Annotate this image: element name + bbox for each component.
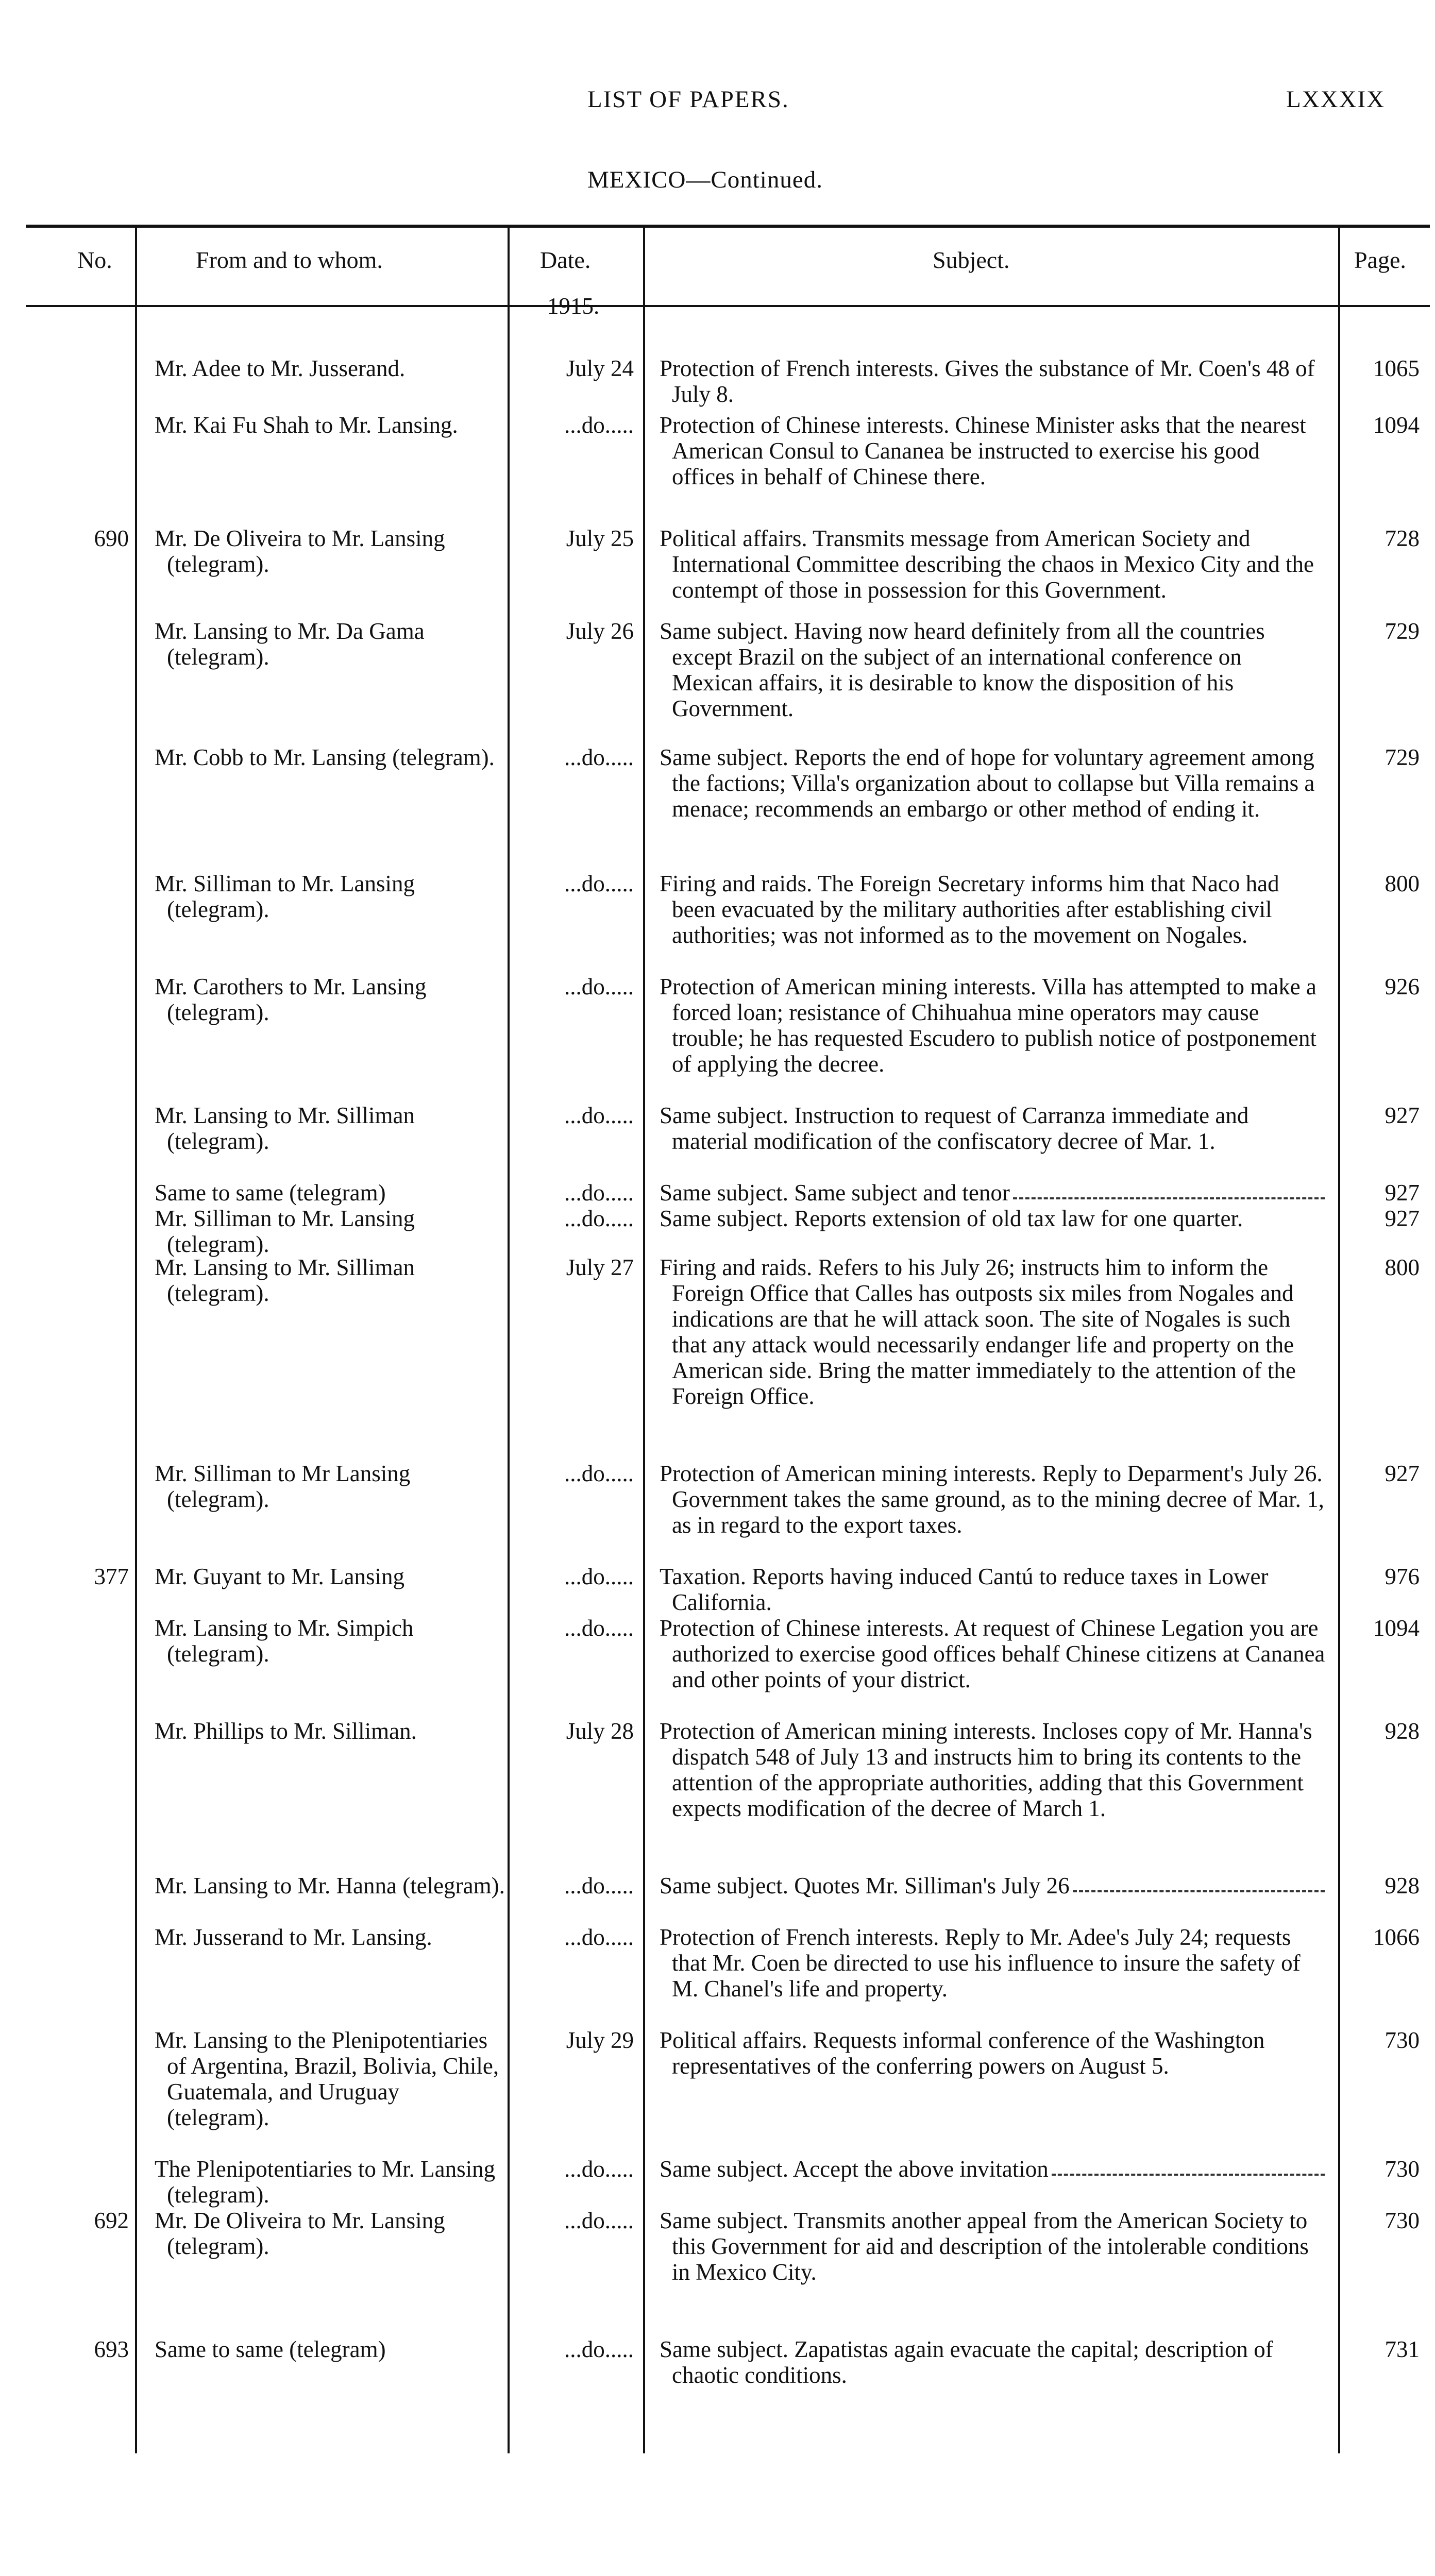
from-to-whom: Mr. Silliman to Mr Lansing (telegram). <box>155 1461 411 1512</box>
from-to-whom: Mr. Jusserand to Mr. Lansing. <box>155 1924 432 1950</box>
page-reference: 729 <box>1385 618 1420 644</box>
page-reference: 730 <box>1385 2156 1420 2182</box>
page-reference: 1094 <box>1373 1615 1420 1641</box>
subject: Protection of French interests. Gives the substance of Mr. Coen's 48 of July 8. <box>660 355 1315 407</box>
page-reference: 800 <box>1385 871 1420 896</box>
paper-date: July 29 <box>566 2027 634 2053</box>
paper-date: ...do..... <box>564 1564 634 1589</box>
table-header-rule <box>26 305 1430 307</box>
subject-text: Same subject. Quotes Mr. Silliman's July 26 <box>660 1873 1070 1899</box>
column-header-from-to: From and to whom. <box>196 247 383 273</box>
paper-number: 692 <box>94 2208 129 2233</box>
subject: Firing and raids. Refers to his July 26; instructs him to inform the Foreign Office that Calles has outposts six miles from Nogales and indications are that he will attack soon. The site of Nogales is such that any attack would necessarily endanger life and property on the American side. Bring the matter immediately to the attention of the Foreign Office. <box>660 1255 1296 1409</box>
paper-number: 690 <box>94 526 129 551</box>
subject: Protection of French interests. Reply to Mr. Adee's July 24; requests that Mr. Coen be directed to use his influence to insure the safety of M. Chanel's life and property. <box>660 1924 1301 2002</box>
from-to-whom: Mr. Guyant to Mr. Lansing <box>155 1564 404 1589</box>
page-reference: 927 <box>1385 1180 1420 1206</box>
subject <box>660 1873 1327 1899</box>
subject: Firing and raids. The Foreign Secretary informs him that Naco had been evacuated by the military authorities after establishing civil authorities; was not informed as to the movement on Nogales. <box>660 871 1279 948</box>
from-to-whom: Mr. Lansing to Mr. Da Gama (telegram). <box>155 618 425 670</box>
page-reference: 729 <box>1385 744 1420 770</box>
paper-number: 693 <box>94 2336 129 2362</box>
subject <box>660 1180 1327 1206</box>
from-to-whom: Mr. Silliman to Mr. Lansing (telegram). <box>155 1206 415 1257</box>
section-heading: MEXICO—Continued. <box>587 166 823 193</box>
from-to-whom: Mr. Phillips to Mr. Silliman. <box>155 1718 417 1744</box>
from-to-whom: Mr. Kai Fu Shah to Mr. Lansing. <box>155 412 458 438</box>
from-to-whom: Mr. Lansing to Mr. Simpich (telegram). <box>155 1615 414 1667</box>
page-reference: 1094 <box>1373 412 1420 438</box>
page-number-roman: LXXXIX <box>1286 86 1386 113</box>
column-divider <box>135 228 137 2453</box>
from-to-whom: Mr. Adee to Mr. Jusserand. <box>155 355 406 381</box>
paper-date: ...do..... <box>564 1206 634 1231</box>
from-to-whom: Mr. Carothers to Mr. Lansing (telegram). <box>155 974 427 1025</box>
dotted-leader <box>1073 1873 1325 1892</box>
paper-date: July 27 <box>566 1255 634 1280</box>
paper-date: July 26 <box>566 618 634 644</box>
page-reference: 928 <box>1385 1873 1420 1899</box>
page-reference: 730 <box>1385 2208 1420 2233</box>
subject: Political affairs. Transmits message from American Society and International Committee describing the chaos in Mexico City and the contempt of those in possession for this Government. <box>660 526 1314 603</box>
subject: Same subject. Reports extension of old tax law for one quarter. <box>660 1206 1243 1231</box>
paper-date: ...do..... <box>564 1180 634 1206</box>
column-divider <box>508 228 510 2453</box>
subject-text: Same subject. Same subject and tenor <box>660 1180 1010 1206</box>
column-header-subject: Subject. <box>933 247 1010 273</box>
paper-number: 377 <box>94 1564 129 1589</box>
from-to-whom: Mr. Cobb to Mr. Lansing (telegram). <box>155 744 495 770</box>
from-to-whom: Same to same (telegram) <box>155 2336 386 2362</box>
page-reference: 728 <box>1385 526 1420 551</box>
subject-text: Same subject. Accept the above invitation <box>660 2156 1049 2182</box>
paper-date: ...do..... <box>564 744 634 770</box>
paper-date: ...do..... <box>564 1615 634 1641</box>
from-to-whom: Same to same (telegram) <box>155 1180 386 1206</box>
subject: Protection of Chinese interests. At request of Chinese Legation you are authorized to exercise good offices behalf Chinese citizens at Cananea and other points of your district. <box>660 1615 1325 1692</box>
from-to-whom: Mr. Lansing to Mr. Silliman (telegram). <box>155 1255 415 1306</box>
page-title: LIST OF PAPERS. <box>587 86 789 113</box>
subject: Protection of American mining interests. Reply to Deparment's July 26. Government takes the same ground, as to the mining decree of Mar. 1, as in regard to the export taxes. <box>660 1461 1324 1538</box>
dotted-leader <box>1013 1180 1325 1199</box>
paper-date: ...do..... <box>564 1103 634 1128</box>
page-reference: 926 <box>1385 974 1420 999</box>
subject: Same subject. Instruction to request of Carranza immediate and material modification of the confiscatory decree of Mar. 1. <box>660 1103 1249 1154</box>
page-reference: 1065 <box>1373 355 1420 381</box>
year-label: 1915. <box>547 293 600 319</box>
paper-date: July 25 <box>566 526 634 551</box>
paper-date: ...do..... <box>564 871 634 896</box>
page-reference: 927 <box>1385 1461 1420 1486</box>
dotted-leader <box>1052 2156 1325 2176</box>
subject: Same subject. Zapatistas again evacuate the capital; description of chaotic conditions. <box>660 2336 1273 2388</box>
column-header-page: Page. <box>1354 247 1406 273</box>
subject: Protection of American mining interests. Incloses copy of Mr. Hanna's dispatch 548 of July 13 and instructs him to bring its contents to the attention of the appropriate authorities, adding that this Government expects modification of the decree of March 1. <box>660 1718 1312 1821</box>
page-reference: 800 <box>1385 1255 1420 1280</box>
paper-date: July 28 <box>566 1718 634 1744</box>
paper-date: ...do..... <box>564 2156 634 2182</box>
paper-date: ...do..... <box>564 412 634 438</box>
column-header-date: Date. <box>540 247 591 273</box>
from-to-whom: Mr. Lansing to the Plenipotentiaries of Argentina, Brazil, Bolivia, Chile, Guatemala, and Uruguay (telegram). <box>155 2027 499 2130</box>
paper-date: ...do..... <box>564 2336 634 2362</box>
column-header-no: No. <box>77 247 112 273</box>
page-reference: 927 <box>1385 1103 1420 1128</box>
paper-date: ...do..... <box>564 2208 634 2233</box>
from-to-whom: Mr. Lansing to Mr. Hanna (telegram). <box>155 1873 505 1899</box>
subject: Protection of Chinese interests. Chinese Minister asks that the nearest American Consul to Cananea be instructed to exercise his good offices in behalf of Chinese there. <box>660 412 1306 489</box>
subject: Taxation. Reports having induced Cantú to reduce taxes in Lower California. <box>660 1564 1269 1615</box>
page-reference: 976 <box>1385 1564 1420 1589</box>
page-reference: 731 <box>1385 2336 1420 2362</box>
subject: Same subject. Reports the end of hope for voluntary agreement among the factions; Villa's organization about to collapse but Villa remains a menace; recommends an embargo or other method of ending it. <box>660 744 1315 822</box>
paper-date: July 24 <box>566 355 634 381</box>
table-top-rule <box>26 225 1430 228</box>
subject: Same subject. Transmits another appeal from the American Society to this Government for aid and description of the intolerable conditions in Mexico City. <box>660 2208 1309 2285</box>
paper-date: ...do..... <box>564 1873 634 1899</box>
page-reference: 927 <box>1385 1206 1420 1231</box>
page-reference: 928 <box>1385 1718 1420 1744</box>
page-reference: 1066 <box>1373 1924 1420 1950</box>
from-to-whom: The Plenipotentiaries to Mr. Lansing (telegram). <box>155 2156 496 2208</box>
paper-date: ...do..... <box>564 1461 634 1486</box>
from-to-whom: Mr. Silliman to Mr. Lansing (telegram). <box>155 871 415 922</box>
from-to-whom: Mr. De Oliveira to Mr. Lansing (telegram). <box>155 2208 445 2259</box>
subject: Same subject. Having now heard definitely from all the countries except Brazil on the subject of an international conference on Mexican affairs, it is desirable to know the disposition of his Government. <box>660 618 1265 721</box>
from-to-whom: Mr. Lansing to Mr. Silliman (telegram). <box>155 1103 415 1154</box>
page-reference: 730 <box>1385 2027 1420 2053</box>
column-divider <box>643 228 645 2453</box>
from-to-whom: Mr. De Oliveira to Mr. Lansing (telegram). <box>155 526 445 577</box>
subject: Political affairs. Requests informal conference of the Washington representatives of the conferring powers on August 5. <box>660 2027 1265 2079</box>
column-divider <box>1338 228 1340 2453</box>
paper-date: ...do..... <box>564 974 634 999</box>
subject <box>660 2156 1327 2182</box>
subject: Protection of American mining interests. Villa has attempted to make a forced loan; resistance of Chihuahua mine operators may cause trouble; he has requested Escudero to publish notice of postponement of applying the decree. <box>660 974 1316 1077</box>
paper-date: ...do..... <box>564 1924 634 1950</box>
